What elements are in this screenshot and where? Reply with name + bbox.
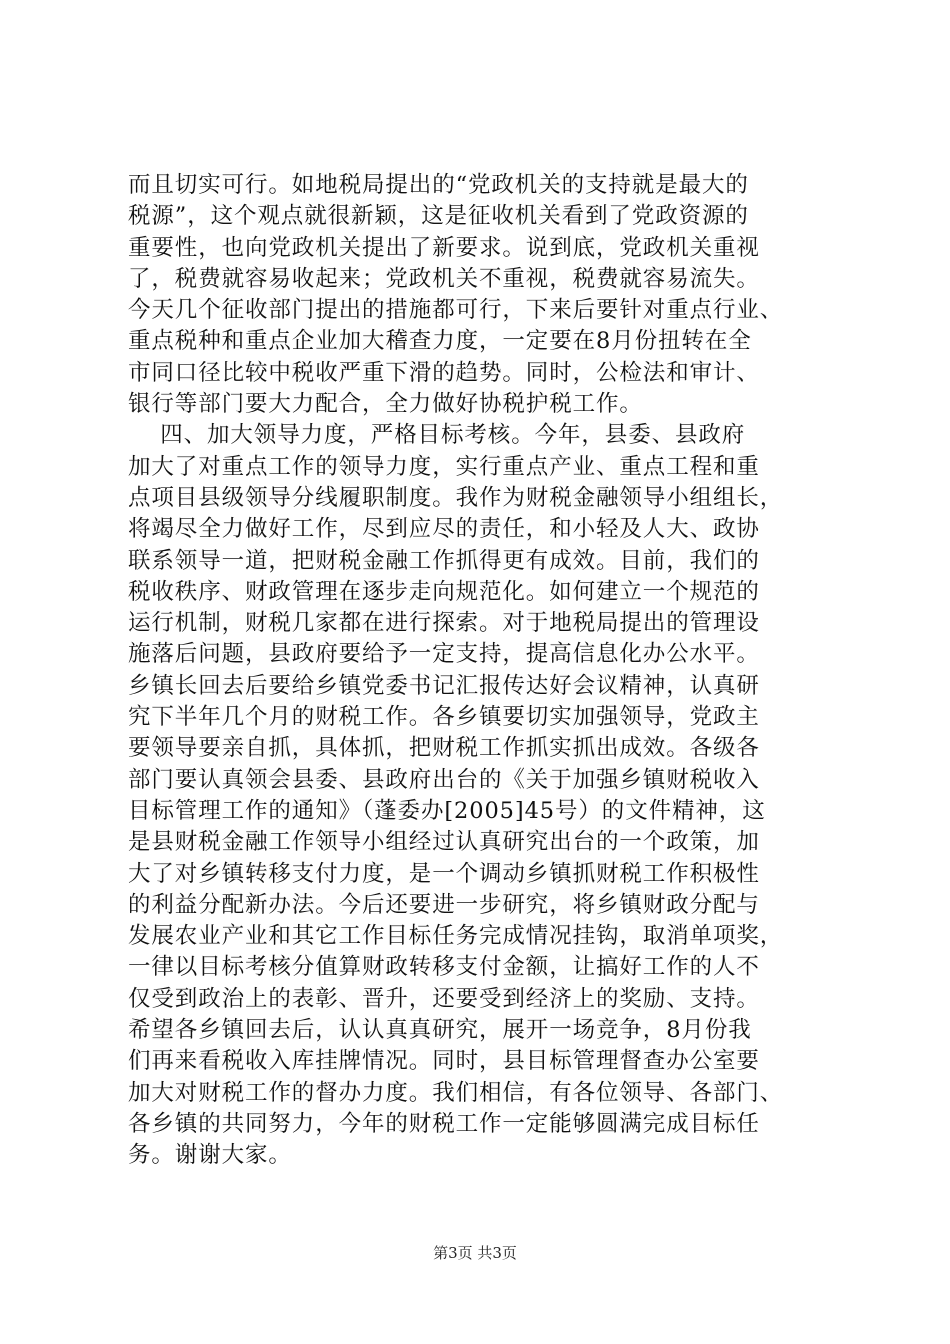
paragraph-start-line: 四、加大领导力度，严格目标考核。今年，县委、县政府 [128,422,746,449]
body-line: 税源”，这个观点就很新颖，这是征收机关看到了党政资源的 [128,203,749,230]
body-line: 是县财税金融工作领导小组经过认真研究出台的一个政策，加 [128,829,760,856]
body-line: 的利益分配新办法。今后还要进一步研究，将乡镇财政分配与 [128,891,760,918]
body-line: 加大对财税工作的督办力度。我们相信，有各位领导、各部门、 [128,1079,784,1106]
body-line: 重要性，也向党政机关提出了新要求。说到底，党政机关重视 [128,234,760,261]
body-line: 仅受到政治上的表彰、晋升，还要受到经济上的奖励、支持。 [128,985,760,1012]
body-line: 税收秩序、财政管理在逐步走向规范化。如何建立一个规范的 [128,578,760,605]
body-line: 务。谢谢大家。 [128,1142,292,1169]
body-line: 点项目县级领导分线履职制度。我作为财税金融领导小组组长， [128,484,784,511]
body-line: 将竭尽全力做好工作，尽到应尽的责任，和小轻及人大、政协 [128,516,760,543]
body-line: 目标管理工作的通知》（蓬委办[2005]45号）的文件精神，这 [128,797,766,824]
body-line: 市同口径比较中税收严重下滑的趋势。同时，公检法和审计、 [128,359,760,386]
body-line: 重点税种和重点企业加大稽查力度，一定要在8月份扭转在全 [128,328,752,355]
body-line: 部门要认真领会县委、县政府出台的《关于加强乡镇财税收入 [128,766,760,793]
body-line: 要领导要亲自抓，具体抓，把财税工作抓实抓出成效。各级各 [128,735,760,762]
body-line: 联系领导一道，把财税金融工作抓得更有成效。目前，我们的 [128,547,760,574]
body-line: 一律以目标考核分值算财政转移支付金额，让搞好工作的人不 [128,954,760,981]
body-line: 希望各乡镇回去后，认认真真研究，展开一场竞争，8月份我 [128,1017,752,1044]
body-line: 们再来看税收入库挂牌情况。同时，县目标管理督查办公室要 [128,1048,760,1075]
body-line: 银行等部门要大力配合，全力做好协税护税工作。 [128,391,643,418]
body-line: 究下半年几个月的财税工作。各乡镇要切实加强领导，党政主 [128,704,760,731]
body-line: 了，税费就容易收起来；党政机关不重视，税费就容易流失。 [128,265,760,292]
body-line: 而且切实可行。如地税局提出的“党政机关的支持就是最大的 [128,172,749,198]
document-body [128,170,850,1172]
body-line: 各乡镇的共同努力，今年的财税工作一定能够圆满完成目标任 [128,1110,760,1137]
body-line: 大了对乡镇转移支付力度，是一个调动乡镇抓财税工作积极性 [128,860,760,887]
body-line: 运行机制，财税几家都在进行探索。对于地税局提出的管理设 [128,610,760,637]
page-number-footer: 第3页 共3页 [433,1244,517,1262]
body-line: 今天几个征收部门提出的措施都可行，下来后要针对重点行业、 [128,297,784,324]
body-line: 施落后问题，县政府要给予一定支持，提高信息化办公水平。 [128,641,760,668]
body-line: 发展农业产业和其它工作目标任务完成情况挂钩，取消单项奖， [128,923,784,950]
body-line: 加大了对重点工作的领导力度，实行重点产业、重点工程和重 [128,453,760,480]
body-line: 乡镇长回去后要给乡镇党委书记汇报传达好会议精神，认真研 [128,672,760,699]
